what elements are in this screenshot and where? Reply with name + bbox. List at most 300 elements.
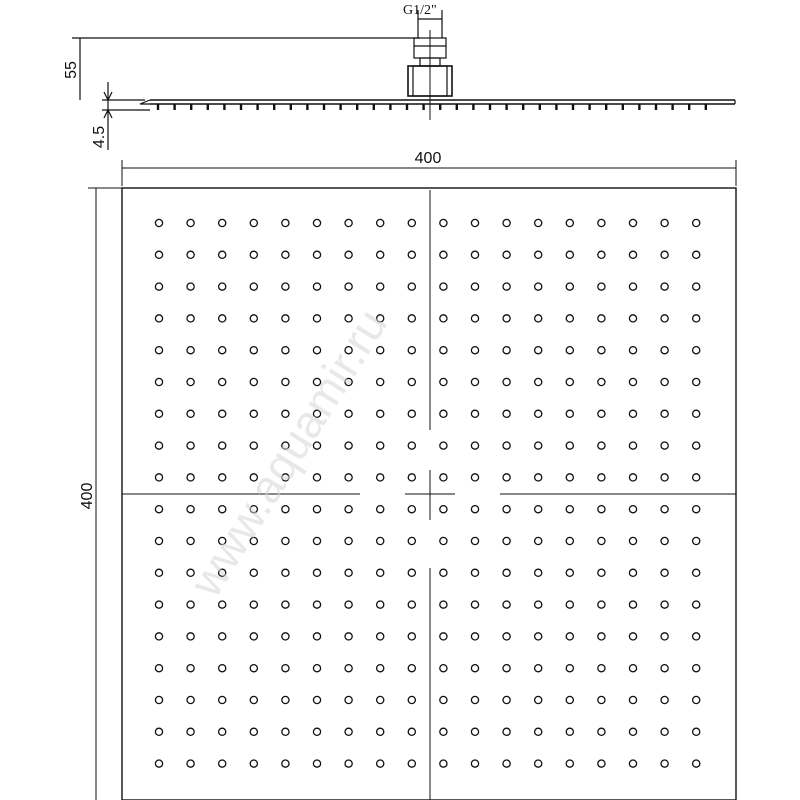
nozzle [629, 728, 636, 735]
nozzle [282, 283, 289, 290]
nozzle [503, 728, 510, 735]
nozzle [535, 315, 542, 322]
nozzle [250, 283, 257, 290]
nozzle [408, 537, 415, 544]
nozzle [503, 315, 510, 322]
nozzle [598, 633, 605, 640]
nozzle [282, 665, 289, 672]
nozzle [440, 696, 447, 703]
nozzle [282, 315, 289, 322]
nozzle [535, 665, 542, 672]
nozzle [693, 728, 700, 735]
nozzle [598, 474, 605, 481]
nozzle [377, 537, 384, 544]
nozzle [598, 760, 605, 767]
nozzle [408, 378, 415, 385]
nozzle [282, 728, 289, 735]
nozzle [535, 569, 542, 576]
nozzle [345, 219, 352, 226]
nozzle [598, 569, 605, 576]
nozzle [250, 315, 257, 322]
nozzle [377, 728, 384, 735]
nozzle [282, 378, 289, 385]
nozzle [187, 251, 194, 258]
thread-label: G1/2" [403, 3, 437, 18]
nozzle [693, 696, 700, 703]
nozzle [503, 410, 510, 417]
nozzle [313, 474, 320, 481]
nozzle [408, 347, 415, 354]
nozzle [440, 506, 447, 513]
nozzle [187, 442, 194, 449]
nozzle [155, 569, 162, 576]
nozzle [535, 251, 542, 258]
nozzle [535, 633, 542, 640]
nozzle [471, 315, 478, 322]
nozzle [471, 728, 478, 735]
nozzle [155, 728, 162, 735]
nozzle [345, 760, 352, 767]
nozzle [693, 665, 700, 672]
side-nozzles [158, 104, 706, 110]
nozzle [187, 315, 194, 322]
nozzle [219, 442, 226, 449]
nozzle [377, 474, 384, 481]
nozzle [377, 442, 384, 449]
nozzle [155, 347, 162, 354]
thickness-label: 4.5 [91, 125, 108, 149]
nozzle [535, 601, 542, 608]
nozzle [566, 474, 573, 481]
nozzle [345, 601, 352, 608]
nozzle [155, 760, 162, 767]
nozzle [282, 347, 289, 354]
nozzle [250, 601, 257, 608]
nozzle [345, 506, 352, 513]
nozzle [535, 410, 542, 417]
nozzle [661, 601, 668, 608]
nozzle [440, 219, 447, 226]
nozzle [187, 601, 194, 608]
nozzle [313, 251, 320, 258]
nozzle [313, 760, 320, 767]
nozzle [155, 537, 162, 544]
nozzle [535, 283, 542, 290]
nozzle [661, 760, 668, 767]
nozzle [693, 251, 700, 258]
nozzle [629, 506, 636, 513]
nozzle [155, 283, 162, 290]
nozzle [471, 474, 478, 481]
nozzle [566, 696, 573, 703]
nozzle [155, 665, 162, 672]
nozzle [471, 569, 478, 576]
nozzle [345, 569, 352, 576]
nozzle [313, 537, 320, 544]
nozzle [629, 410, 636, 417]
nozzle [345, 474, 352, 481]
nozzle [408, 251, 415, 258]
nozzle [440, 760, 447, 767]
nozzle [693, 219, 700, 226]
nozzle [282, 569, 289, 576]
nozzle [503, 283, 510, 290]
nozzle [345, 696, 352, 703]
nozzle [566, 537, 573, 544]
nozzle [629, 474, 636, 481]
nozzle [535, 537, 542, 544]
nozzle [408, 728, 415, 735]
nozzle [566, 760, 573, 767]
nozzle [250, 569, 257, 576]
nozzle [377, 283, 384, 290]
nozzle [598, 219, 605, 226]
nozzle [503, 665, 510, 672]
nozzle [471, 633, 478, 640]
nozzle [282, 633, 289, 640]
nozzle [471, 696, 478, 703]
nozzle [598, 378, 605, 385]
nozzle [471, 665, 478, 672]
nozzle [566, 283, 573, 290]
nozzle [693, 347, 700, 354]
nozzle [345, 442, 352, 449]
nozzle [598, 665, 605, 672]
nozzle [440, 728, 447, 735]
nozzle [440, 410, 447, 417]
nozzle [661, 442, 668, 449]
nozzle [566, 410, 573, 417]
nozzle [187, 537, 194, 544]
nozzle [535, 506, 542, 513]
nozzle [440, 251, 447, 258]
nozzle [377, 601, 384, 608]
nozzle [535, 347, 542, 354]
nozzle [187, 760, 194, 767]
nozzle [219, 633, 226, 640]
nozzle [187, 347, 194, 354]
nozzle [377, 506, 384, 513]
nozzle [187, 696, 194, 703]
nozzle [693, 537, 700, 544]
nozzle [503, 251, 510, 258]
nozzle [313, 601, 320, 608]
nozzle [250, 760, 257, 767]
nozzle [313, 315, 320, 322]
nozzle [535, 474, 542, 481]
nozzle [566, 219, 573, 226]
nozzle [503, 378, 510, 385]
nozzle [471, 219, 478, 226]
nozzle [566, 601, 573, 608]
nozzle [155, 410, 162, 417]
nozzle [661, 315, 668, 322]
nozzle [155, 601, 162, 608]
nozzle [408, 760, 415, 767]
nozzle [693, 410, 700, 417]
nozzle [503, 601, 510, 608]
nozzle [629, 283, 636, 290]
nozzle [408, 442, 415, 449]
nozzle [313, 696, 320, 703]
nozzle [566, 728, 573, 735]
nozzle [377, 251, 384, 258]
nozzle [155, 474, 162, 481]
nozzle [471, 347, 478, 354]
nozzle [155, 219, 162, 226]
nozzle [440, 601, 447, 608]
nozzle [661, 665, 668, 672]
nozzle [187, 665, 194, 672]
nozzle [440, 442, 447, 449]
nozzle [250, 696, 257, 703]
nozzle [471, 506, 478, 513]
nozzle [693, 283, 700, 290]
nozzle [155, 378, 162, 385]
nozzle [471, 537, 478, 544]
nozzle [535, 728, 542, 735]
nozzle [598, 601, 605, 608]
nozzle [250, 633, 257, 640]
nozzle [440, 315, 447, 322]
nozzle [503, 696, 510, 703]
nozzle [408, 410, 415, 417]
nozzle [471, 251, 478, 258]
nozzle [471, 283, 478, 290]
nozzle [535, 696, 542, 703]
top-view [88, 160, 736, 800]
nozzle [155, 442, 162, 449]
nozzle [155, 696, 162, 703]
nozzle [661, 283, 668, 290]
width-label: 400 [414, 150, 442, 167]
nozzle [345, 410, 352, 417]
nozzle [187, 219, 194, 226]
side-view [72, 10, 735, 150]
nozzle [282, 537, 289, 544]
nozzle [503, 569, 510, 576]
nozzle [187, 378, 194, 385]
nozzle [535, 378, 542, 385]
nozzle [313, 506, 320, 513]
nozzle [471, 442, 478, 449]
nozzle [282, 219, 289, 226]
nozzle [219, 410, 226, 417]
nozzle [219, 219, 226, 226]
nozzle [693, 474, 700, 481]
nozzle [408, 474, 415, 481]
nozzle [661, 728, 668, 735]
nozzle [408, 283, 415, 290]
nozzle [377, 633, 384, 640]
nozzle [408, 665, 415, 672]
nozzle [693, 601, 700, 608]
nozzle [250, 347, 257, 354]
nozzle [313, 569, 320, 576]
nozzle [503, 347, 510, 354]
nozzle [377, 696, 384, 703]
nozzle [313, 633, 320, 640]
nozzle [661, 696, 668, 703]
nozzle [598, 410, 605, 417]
nozzle [598, 442, 605, 449]
nozzle [535, 442, 542, 449]
nozzle [219, 283, 226, 290]
nozzle [629, 696, 636, 703]
nozzle [503, 442, 510, 449]
nozzle [377, 760, 384, 767]
nozzle [440, 633, 447, 640]
nozzle [250, 219, 257, 226]
nozzle [408, 315, 415, 322]
nozzle [250, 442, 257, 449]
nozzle [408, 506, 415, 513]
nozzle [282, 251, 289, 258]
nozzle [345, 633, 352, 640]
nozzle [566, 569, 573, 576]
nozzle [408, 219, 415, 226]
nozzle [598, 537, 605, 544]
nozzle [187, 410, 194, 417]
nozzle [440, 283, 447, 290]
nozzle [440, 347, 447, 354]
nozzle [661, 251, 668, 258]
nozzle [566, 633, 573, 640]
nozzle [629, 378, 636, 385]
nozzle [313, 283, 320, 290]
nozzle [377, 219, 384, 226]
watermark: www.aquamir.ru [179, 300, 397, 606]
nozzle [661, 506, 668, 513]
nozzle [377, 665, 384, 672]
nozzle [566, 665, 573, 672]
nozzle [219, 760, 226, 767]
nozzle [313, 665, 320, 672]
nozzle [693, 760, 700, 767]
nozzle [661, 633, 668, 640]
nozzle [282, 696, 289, 703]
nozzle [566, 378, 573, 385]
nozzle [535, 760, 542, 767]
nozzle [345, 665, 352, 672]
nozzle [155, 251, 162, 258]
nozzle [345, 537, 352, 544]
nozzle [661, 474, 668, 481]
nozzle [661, 378, 668, 385]
nozzle [693, 378, 700, 385]
nozzle [693, 442, 700, 449]
nozzle [155, 633, 162, 640]
nozzle [155, 315, 162, 322]
nozzle [377, 378, 384, 385]
nozzle [440, 665, 447, 672]
nozzle [250, 378, 257, 385]
nozzle [155, 506, 162, 513]
nozzle [598, 728, 605, 735]
nozzle [629, 442, 636, 449]
nozzle [282, 760, 289, 767]
nozzle [503, 506, 510, 513]
nozzle [282, 601, 289, 608]
nozzle [219, 696, 226, 703]
plate-height-label: 400 [79, 482, 96, 510]
nozzle [535, 219, 542, 226]
nozzle [187, 283, 194, 290]
nozzle [661, 569, 668, 576]
nozzle [629, 601, 636, 608]
nozzle [408, 569, 415, 576]
nozzle [503, 760, 510, 767]
nozzle [219, 665, 226, 672]
nozzle [187, 728, 194, 735]
nozzle [661, 410, 668, 417]
nozzle [471, 410, 478, 417]
nozzle [187, 633, 194, 640]
nozzle [408, 696, 415, 703]
nozzle [566, 347, 573, 354]
nozzle [377, 569, 384, 576]
nozzle [693, 633, 700, 640]
nozzle [377, 410, 384, 417]
nozzle [219, 474, 226, 481]
nozzle [219, 251, 226, 258]
nozzle [471, 378, 478, 385]
nozzle [598, 506, 605, 513]
nozzle [440, 569, 447, 576]
nozzle [661, 537, 668, 544]
nozzle [408, 601, 415, 608]
nozzle [629, 219, 636, 226]
nozzle [250, 410, 257, 417]
nozzle [345, 283, 352, 290]
nozzle [629, 347, 636, 354]
nozzle [661, 219, 668, 226]
nozzle [219, 728, 226, 735]
nozzle [629, 665, 636, 672]
nozzle [629, 569, 636, 576]
nozzle [250, 251, 257, 258]
nozzle [693, 315, 700, 322]
nozzle [313, 219, 320, 226]
nozzle [503, 633, 510, 640]
height-label: 55 [63, 61, 80, 79]
nozzle [566, 251, 573, 258]
nozzle [440, 537, 447, 544]
nozzle [219, 378, 226, 385]
nozzle [566, 506, 573, 513]
nozzle [219, 347, 226, 354]
nozzle [629, 315, 636, 322]
nozzle [661, 347, 668, 354]
nozzle [345, 728, 352, 735]
nozzle [598, 315, 605, 322]
nozzle [345, 251, 352, 258]
nozzle [598, 251, 605, 258]
nozzle [503, 219, 510, 226]
nozzle [629, 760, 636, 767]
nozzle [250, 665, 257, 672]
nozzle [187, 506, 194, 513]
nozzle [629, 537, 636, 544]
nozzle [471, 601, 478, 608]
nozzle [219, 315, 226, 322]
nozzle [440, 474, 447, 481]
nozzle [313, 728, 320, 735]
nozzle [598, 696, 605, 703]
nozzle [408, 633, 415, 640]
nozzle [598, 347, 605, 354]
nozzle [503, 537, 510, 544]
